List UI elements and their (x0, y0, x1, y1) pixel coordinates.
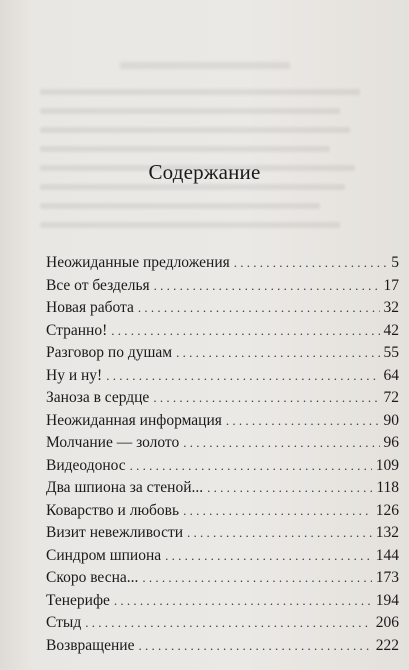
toc-entry-title: Синдром шпиона (46, 546, 162, 564)
toc-entry-title: Два шпиона за стеной... (46, 479, 204, 496)
toc-entry (46, 547, 399, 570)
toc-leader (183, 435, 379, 451)
toc-leader (111, 323, 379, 339)
toc-leader (114, 593, 372, 609)
toc-entry (46, 299, 399, 322)
toc-leader (138, 300, 380, 316)
toc-leader (226, 413, 380, 429)
toc-leader (234, 255, 387, 271)
toc-entry-page: 132 (375, 524, 399, 541)
toc-entry-page: 42 (383, 321, 399, 339)
page-title: Содержание (148, 160, 261, 184)
toc-entry (46, 254, 399, 277)
toc-leader (207, 480, 372, 496)
toc-leader (85, 615, 372, 631)
toc-entry-page: 118 (376, 479, 399, 496)
toc-entry (46, 637, 399, 660)
show-through-text (40, 62, 370, 242)
toc-entry-title: Тенерифе (46, 591, 110, 609)
toc-entry-title: Новая работа (46, 299, 134, 316)
toc-entry-title: Молчание — золото (46, 434, 180, 451)
toc-entry (46, 344, 399, 367)
toc-entry (46, 277, 399, 300)
toc-entry-title: Стыд (46, 614, 82, 631)
toc-entry (46, 367, 399, 390)
toc-entry-title: Все от безделья (46, 276, 150, 294)
toc-entry-title: Ну и ну! (46, 366, 103, 384)
toc-entry-title: Видеодонос (46, 456, 126, 474)
toc-entry (46, 592, 399, 615)
toc-entry (46, 479, 399, 502)
toc-entry-page: 222 (375, 636, 399, 654)
toc-entry-page: 90 (383, 411, 399, 429)
toc-leader (154, 278, 380, 294)
toc-entry-page: 206 (375, 614, 399, 631)
toc-entry-title: Разговор по душам (46, 344, 173, 361)
toc-leader (176, 345, 379, 361)
toc-entry-page: 173 (375, 569, 399, 586)
toc-entry (46, 434, 399, 457)
table-of-contents (46, 254, 399, 659)
toc-entry-title: Странно! (46, 321, 108, 339)
toc-entry-page: 109 (375, 456, 399, 474)
toc-entry-title: Заноза в сердце (46, 389, 150, 406)
toc-entry-title: Скоро весна... (46, 569, 139, 586)
toc-entry (46, 322, 399, 345)
toc-leader (138, 638, 371, 654)
toc-entry (46, 502, 399, 525)
toc-entry-title: Неожиданные предложения (46, 254, 230, 271)
toc-leader (106, 368, 379, 384)
toc-entry-page: 194 (375, 591, 399, 609)
toc-entry-page: 64 (383, 366, 399, 384)
toc-entry-title: Возвращение (46, 636, 135, 654)
toc-entry-page: 72 (383, 389, 399, 406)
toc-entry (46, 457, 399, 480)
toc-entry (46, 412, 399, 435)
toc-entry-page: 32 (383, 299, 399, 316)
toc-entry-title: Неожиданная информация (46, 411, 222, 429)
toc-entry (46, 614, 399, 637)
toc-entry-page: 55 (383, 344, 399, 361)
toc-leader (142, 570, 371, 586)
toc-entry (46, 389, 399, 412)
toc-entry-page: 96 (383, 434, 399, 451)
toc-entry (46, 569, 399, 592)
toc-entry-page: 17 (383, 276, 399, 294)
toc-entry-title: Коварство и любовь (46, 501, 180, 519)
toc-leader (187, 525, 372, 541)
toc-leader (153, 390, 379, 406)
toc-leader (183, 503, 372, 519)
toc-entry-page: 5 (391, 254, 399, 271)
toc-entry-page: 126 (375, 501, 399, 519)
toc-entry-page: 144 (375, 546, 399, 564)
toc-entry-title: Визит невежливости (46, 524, 184, 541)
toc-entry (46, 524, 399, 547)
toc-leader (130, 458, 372, 474)
toc-leader (165, 548, 372, 564)
